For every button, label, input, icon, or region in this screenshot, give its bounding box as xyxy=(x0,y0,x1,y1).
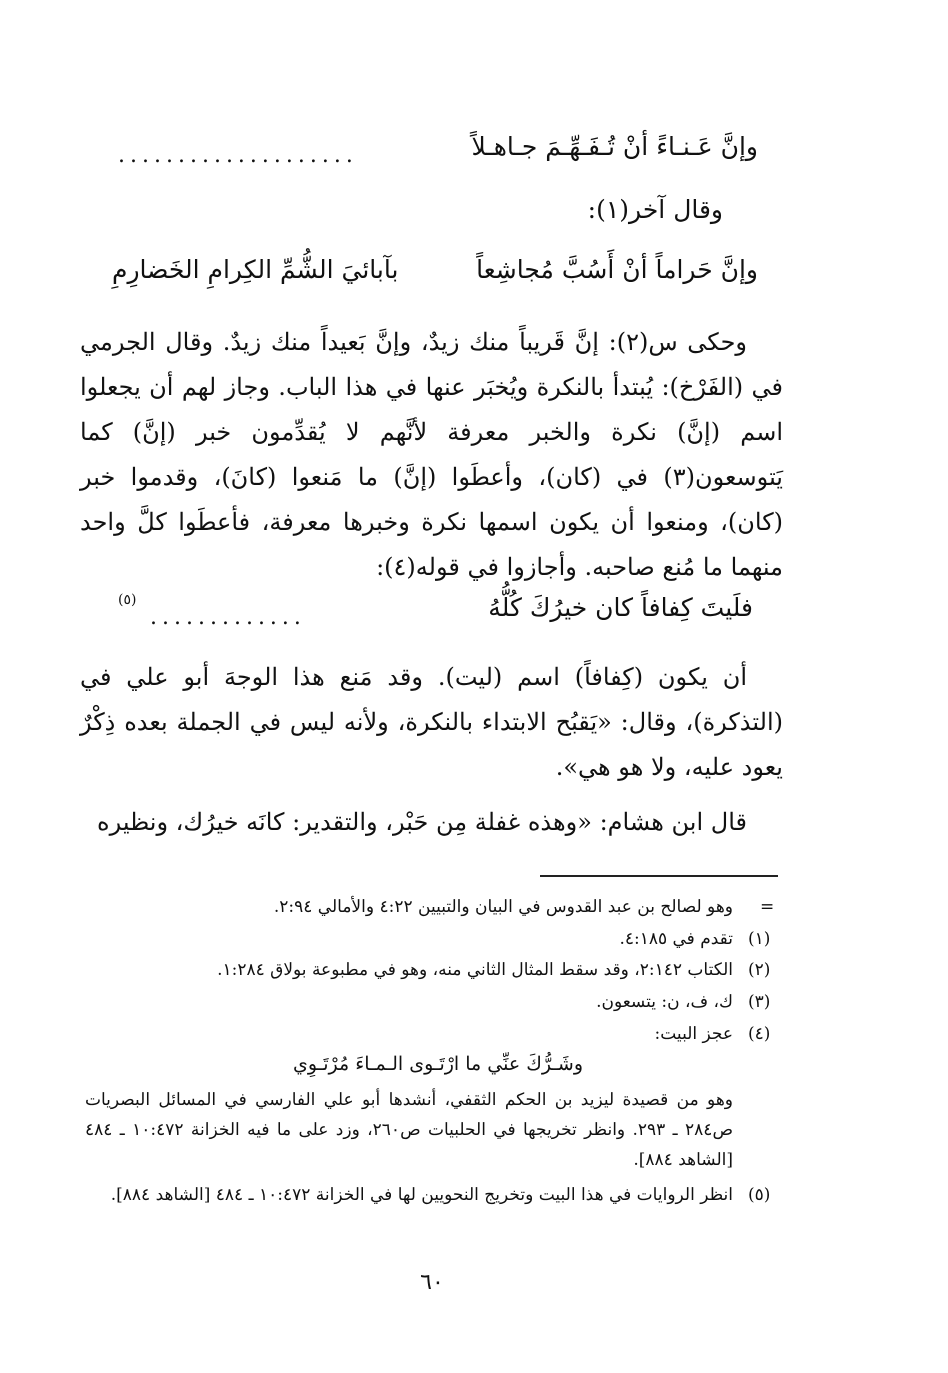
paragraph-1: وحكى س(٢): إنَّ قَريباً منك زيدٌ، وإنَّ بَعيداً منك زيدٌ. وقال الجرمي في (الفَرْخ): يُبتدأ بالنكرة ويُخبَر عنها في هذا الباب. وجاز لهم أن يجعلوا اسم (إنَّ) نكرة والخبر معرفة لأنَّهم لا يُقدِّمون خبر (إنَّ) كما يَتوسعون(٣) في (كان)، وأعطَوا (إنَّ) ما مَنعوا (كانَ)، وقدموا خبر (كان)، ومنعوا أن يكون اسمها نكرة وخبرها معرفة، فأعطَوا كلَّ واحد منهما ما مُنع صاحبه. وأجازوا في قوله(٤): xyxy=(80,328,783,581)
paragraph-2: أن يكون (كِفافاً) اسم (ليت). وقد مَنع هذا الوجهَ أبو علي في (التذكرة)، وقال: «يَقبُح الابتداء بالنكرة، ولأنه ليس في الجملة بعده ذِكْرٌ يعود عليه، ولا هو هي». xyxy=(80,663,783,781)
paragraph-3: قال ابن هشام: «وهذه غفلة مِن حَبْر، والتقدير: كانَه خيرُك، ونظيره xyxy=(97,808,747,836)
verse-line-3: فلَيتَ كِفافاً كان خيرُكَ كُلُّهُ xyxy=(488,593,753,622)
verse-ellipsis-3: ............. xyxy=(150,605,306,630)
verse-intro: وقال آخر(١): xyxy=(587,195,723,224)
verse-line-2-first-hemistich: وإنَّ حَراماً أنْ أَسُبَّ مُجاشِعاً xyxy=(476,255,758,284)
page-number: ٦٠ xyxy=(420,1270,444,1295)
verse-line-1: وإنَّ عَـنـاءً أنْ تُـفَـهِّـمَ جـاهـلاً xyxy=(471,132,758,161)
footnote-5: انظر الروايات في هذا البيت وتخريج النحويين لها في الخزانة ١٠:٤٧٢ ـ ٤٨٤ [الشاهد ٨٨٤]. xyxy=(110,1185,733,1205)
footnote-ref-5: (٥) xyxy=(118,592,137,608)
verse-line-2-second-hemistich: بآبائيَ الشُّمِّ الكِرامِ الخَضارِمِ xyxy=(112,255,399,284)
footnote-separator xyxy=(540,875,778,877)
verse-ellipsis-1: .................... xyxy=(118,143,358,168)
footnote-4-source: وهو من قصيدة ليزيد بن الحكم الثقفي، أنشدها أبو علي الفارسي في المسائل البصريات ص٢٨٤ ـ ٢٩٣. وانظر تخريجها في الحلبيات ص٢٦٠، وزد على ما فيه الخزانة ١٠:٤٧٢ ـ ٤٨٤ [الشاهد ٨٨٤]. xyxy=(85,1090,734,1170)
book-page: وإنَّ عَـنـاءً أنْ تُـفَـهِّـمَ جـاهـلاً .................... وقال آخر(١): وإنَّ حَراماً أنْ أَسُبَّ مُجاشِعاً بآبائيَ الشُّمِّ الكِرامِ الخَضارِمِ وحكى س(٢): إنَّ قَريباً منك زيدٌ، وإنَّ بَعيداً منك زيدٌ. وقال الجرمي في (الفَرْخ): يُبتدأ بالنكرة ويُخبَر عنها في هذا الباب. وجاز لهم أن يجعلوا اسم (إنَّ) نكرة والخبر معرفة لأنَّهم لا يُقدِّمون خبر (إنَّ) كما يَتوسعون(٣) في (كان)، وأعطَوا (إنَّ) ما مَنعوا (كانَ)، وقدموا خبر (كان)، ومنعوا أن يكون اسمها نكرة وخبرها معرفة، فأعطَوا كلَّ واحد منهما ما مُنع صاحبه. وأجازوا في قوله(٤): فلَيتَ كِفافاً كان خيرُكَ كُلُّهُ ............. (٥) أن يكون (كِفافاً) اسم (ليت). وقد مَنع هذا الوجهَ أبو علي في (التذكرة)، وقال: «يَقبُح الابتداء بالنكرة، ولأنه ليس في الجملة بعده ذِكْرٌ يعود عليه، ولا هو هي». قال ابن هشام: «وهذه غفلة مِن حَبْر، والتقدير: كانَه خيرُك، ونظيره = وهو لصالح بن عبد القدوس في البيان والتبيين ٤:٢٢ والأمالي ٢:٩٤. (١) تقدم في ٤:١٨٥. (٢) الكتاب ٢:١٤٢، وقد سقط المثال الثاني منه، وهو في مطبوعة بولاق ١:٢٨٤. (٣) ك، ف، ن: يتسعون. (٤) عجز البيت: وشَـرُّكَ عنِّي ما ارْتَـوى الـمـاءَ مُرْتَـوِي وهو من قصيدة ليزيد بن الحكم الثقفي، أنشدها أبو علي الفارسي في المسائل البصريات ص٢٨٤ ـ ٢٩٣. وانظر تخريجها في الحلبيات ص٢٦٠، وزد على ما فيه الخزانة ١٠:٤٧٢ ـ ٤٨٤ [الشاهد ٨٨٤]. (٥) انظر الروايات في هذا البيت وتخريج النحويين لها في الخزانة ١٠:٤٧٢ ـ ٤٨٤ [الشاهد ٨٨٤]. ٦٠ xyxy=(0,0,948,1373)
